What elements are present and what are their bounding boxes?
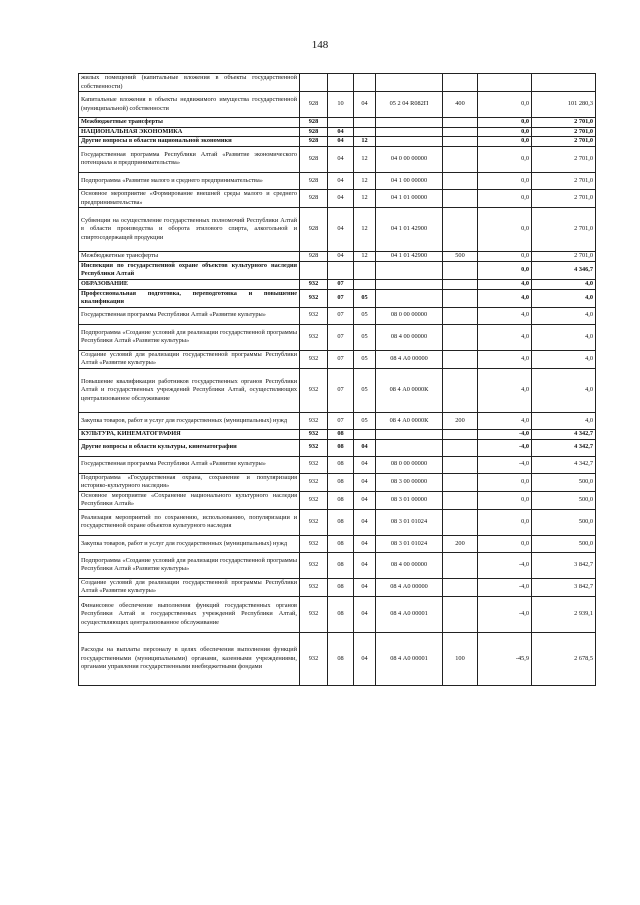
expense-type-code: [443, 146, 478, 172]
expense-type-code: [443, 578, 478, 596]
target-article-code: 04 1 01 42900: [376, 252, 443, 262]
table-row: [79, 473, 596, 491]
amount-total: 500,0: [532, 491, 596, 509]
target-article-code: 08 3 01 01024: [376, 509, 443, 535]
budget-item-name: Создание условий для реализации государственной программы Республики Алтай «Развитие культуры»: [79, 578, 300, 596]
amount-total: 2 701,0: [532, 172, 596, 189]
amount-change: 4,0: [478, 279, 532, 289]
budget-item-name: Повышение квалификации работников государственных органов Республики Алтай и государственных учреждений Республики Алтай, осуществляющих централизованное обслуживание: [79, 368, 300, 412]
budget-item-name: Субвенции на осуществление государственных полномочий Республики Алтай в области производства и оборота этилового спирта, алкогольной и спиртосодержащей продукции: [79, 208, 300, 252]
department-code: 932: [300, 473, 328, 491]
target-article-code: [376, 279, 443, 289]
department-code: 932: [300, 429, 328, 439]
expense-type-code: [443, 189, 478, 207]
budget-item-name: Другие вопросы в области культуры, кинематографии: [79, 439, 300, 456]
amount-change: 0,0: [478, 252, 532, 262]
amount-change: 0,0: [478, 535, 532, 552]
budget-table: [78, 73, 596, 686]
amount-total: 4,0: [532, 307, 596, 324]
amount-total: 4 342,7: [532, 456, 596, 473]
target-article-code: [376, 118, 443, 128]
department-code: 932: [300, 597, 328, 633]
amount-total: 2 701,0: [532, 118, 596, 128]
table-row: [79, 324, 596, 350]
section-code: 07: [328, 324, 354, 350]
budget-item-name: Капитальные вложения в объекты недвижимого имущества государственной (муниципальной) собственности: [79, 92, 300, 118]
expense-type-code: [443, 473, 478, 491]
expense-type-code: 400: [443, 92, 478, 118]
subsection-code: 05: [354, 368, 376, 412]
target-article-code: 08 4 00 00000: [376, 324, 443, 350]
section-code: 08: [328, 597, 354, 633]
amount-total: 2 701,0: [532, 189, 596, 207]
department-code: 928: [300, 118, 328, 128]
expense-type-code: [443, 261, 478, 279]
subsection-code: 12: [354, 172, 376, 189]
section-code: 07: [328, 279, 354, 289]
section-code: 07: [328, 368, 354, 412]
page-number: 148: [311, 39, 329, 51]
target-article-code: 08 4 А0 00000: [376, 350, 443, 368]
subsection-code: 04: [354, 509, 376, 535]
section-code: 04: [328, 127, 354, 137]
target-article-code: 04 1 01 42900: [376, 208, 443, 252]
table-row: [79, 127, 596, 137]
target-article-code: 04 0 00 00000: [376, 146, 443, 172]
section-code: 07: [328, 412, 354, 429]
expense-type-code: [443, 491, 478, 509]
amount-change: 0,0: [478, 473, 532, 491]
amount-total: 4,0: [532, 368, 596, 412]
target-article-code: 08 3 01 01024: [376, 535, 443, 552]
expense-type-code: [443, 279, 478, 289]
amount-change: 4,0: [478, 412, 532, 429]
department-code: [300, 261, 328, 279]
budget-item-name: Финансовое обеспечение выполнения функций государственных органов Республики Алтай и государственных учреждений Республики Алтай, осуществляющих централизованное обслуживание: [79, 597, 300, 633]
subsection-code: 04: [354, 597, 376, 633]
amount-total: 4 346,7: [532, 261, 596, 279]
expense-type-code: [443, 597, 478, 633]
expense-type-code: [443, 429, 478, 439]
target-article-code: 08 0 00 00000: [376, 307, 443, 324]
subsection-code: 05: [354, 350, 376, 368]
section-code: 08: [328, 439, 354, 456]
expense-type-code: [443, 307, 478, 324]
target-article-code: 04 1 00 00000: [376, 172, 443, 189]
section-code: 04: [328, 252, 354, 262]
amount-change: -4,0: [478, 578, 532, 596]
amount-total: 4 342,7: [532, 439, 596, 456]
table-row: [79, 429, 596, 439]
subsection-code: [354, 127, 376, 137]
expense-type-code: 200: [443, 535, 478, 552]
department-code: 932: [300, 439, 328, 456]
section-code: 08: [328, 429, 354, 439]
target-article-code: 08 4 А0 0000К: [376, 412, 443, 429]
department-code: 932: [300, 279, 328, 289]
subsection-code: [354, 74, 376, 92]
section-code: 04: [328, 189, 354, 207]
target-article-code: 08 3 01 00000: [376, 491, 443, 509]
target-article-code: 08 4 А0 00001: [376, 597, 443, 633]
table-row: [79, 279, 596, 289]
subsection-code: 04: [354, 92, 376, 118]
table-row: [79, 368, 596, 412]
budget-item-name: Закупка товаров, работ и услуг для государственных (муниципальных) нужд: [79, 412, 300, 429]
target-article-code: 08 4 А0 0000К: [376, 368, 443, 412]
amount-change: [478, 74, 532, 92]
department-code: 932: [300, 289, 328, 307]
department-code: 932: [300, 552, 328, 578]
section-code: 04: [328, 172, 354, 189]
subsection-code: 04: [354, 552, 376, 578]
subsection-code: 04: [354, 439, 376, 456]
department-code: [300, 74, 328, 92]
department-code: 928: [300, 146, 328, 172]
table-row: [79, 535, 596, 552]
expense-type-code: 500: [443, 252, 478, 262]
section-code: 07: [328, 307, 354, 324]
table-row: [79, 350, 596, 368]
amount-change: 0,0: [478, 137, 532, 147]
expense-type-code: [443, 118, 478, 128]
amount-change: -4,0: [478, 456, 532, 473]
section-code: 08: [328, 578, 354, 596]
expense-type-code: [443, 439, 478, 456]
amount-change: 0,0: [478, 92, 532, 118]
amount-total: 4 342,7: [532, 429, 596, 439]
budget-item-name: Государственная программа Республики Алтай «Развитие культуры»: [79, 307, 300, 324]
department-code: 928: [300, 127, 328, 137]
budget-item-name: Создание условий для реализации государственной программы Республики Алтай «Развитие культуры»: [79, 350, 300, 368]
department-code: 932: [300, 491, 328, 509]
subsection-code: 12: [354, 252, 376, 262]
amount-total: 2 678,5: [532, 633, 596, 686]
subsection-code: 05: [354, 289, 376, 307]
expense-type-code: [443, 350, 478, 368]
table-row: [79, 578, 596, 596]
section-code: 10: [328, 92, 354, 118]
amount-total: 2 939,1: [532, 597, 596, 633]
table-row: [79, 172, 596, 189]
expense-type-code: [443, 74, 478, 92]
budget-item-name: Подпрограмма «Государственная охрана, сохранение и популяризация историко-культурного наследия»: [79, 473, 300, 491]
subsection-code: 04: [354, 456, 376, 473]
expense-type-code: [443, 137, 478, 147]
amount-change: 0,0: [478, 208, 532, 252]
section-code: [328, 261, 354, 279]
amount-total: 4,0: [532, 289, 596, 307]
budget-item-name: Реализация мероприятий по сохранению, использованию, популяризации и государственной охране объектов культурного наследия: [79, 509, 300, 535]
amount-total: 500,0: [532, 535, 596, 552]
subsection-code: [354, 429, 376, 439]
section-code: 07: [328, 289, 354, 307]
amount-total: 4,0: [532, 350, 596, 368]
amount-total: 2 701,0: [532, 127, 596, 137]
target-article-code: [376, 289, 443, 307]
amount-change: 4,0: [478, 368, 532, 412]
budget-item-name: Государственная программа Республики Алтай «Развитие экономического потенциала и предпринимательства»: [79, 146, 300, 172]
table-row: [79, 289, 596, 307]
subsection-code: 12: [354, 208, 376, 252]
target-article-code: 08 4 А0 00000: [376, 578, 443, 596]
subsection-code: 12: [354, 189, 376, 207]
expense-type-code: [443, 208, 478, 252]
target-article-code: 08 4 00 00000: [376, 552, 443, 578]
amount-total: 3 842,7: [532, 552, 596, 578]
amount-change: 0,0: [478, 509, 532, 535]
table-row: [79, 491, 596, 509]
table-row: [79, 189, 596, 207]
department-code: 932: [300, 509, 328, 535]
budget-item-name: Другие вопросы в области национальной экономики: [79, 137, 300, 147]
department-code: 928: [300, 172, 328, 189]
section-code: 08: [328, 552, 354, 578]
table-row: [79, 633, 596, 686]
table-row: [79, 307, 596, 324]
amount-total: 2 701,0: [532, 208, 596, 252]
expense-type-code: [443, 289, 478, 307]
budget-item-name: Закупка товаров, работ и услуг для государственных (муниципальных) нужд: [79, 535, 300, 552]
expense-type-code: [443, 368, 478, 412]
amount-change: 0,0: [478, 172, 532, 189]
budget-item-name: Подпрограмма «Развитие малого и среднего предпринимательства»: [79, 172, 300, 189]
subsection-code: 05: [354, 307, 376, 324]
amount-total: 4,0: [532, 324, 596, 350]
amount-change: 0,0: [478, 118, 532, 128]
expense-type-code: [443, 324, 478, 350]
expense-type-code: 200: [443, 412, 478, 429]
budget-item-name: Расходы на выплаты персоналу в целях обеспечения выполнения функций государственными (муниципальными) органами, казенными учреждениями, органами управления государственными внебюджетными фондами: [79, 633, 300, 686]
amount-total: 2 701,0: [532, 146, 596, 172]
subsection-code: 04: [354, 633, 376, 686]
budget-item-name: Межбюджетные трансферты: [79, 118, 300, 128]
budget-table-body: [79, 74, 596, 686]
amount-total: [532, 74, 596, 92]
expense-type-code: [443, 552, 478, 578]
amount-total: 4,0: [532, 412, 596, 429]
section-code: [328, 74, 354, 92]
expense-type-code: [443, 456, 478, 473]
section-code: 08: [328, 473, 354, 491]
amount-total: 500,0: [532, 509, 596, 535]
budget-item-name: КУЛЬТУРА, КИНЕМАТОГРАФИЯ: [79, 429, 300, 439]
expense-type-code: [443, 127, 478, 137]
expense-type-code: [443, 172, 478, 189]
department-code: 932: [300, 412, 328, 429]
budget-item-name: ОБРАЗОВАНИЕ: [79, 279, 300, 289]
department-code: 932: [300, 578, 328, 596]
subsection-code: [354, 261, 376, 279]
amount-total: 4,0: [532, 279, 596, 289]
amount-total: 500,0: [532, 473, 596, 491]
department-code: 932: [300, 456, 328, 473]
target-article-code: [376, 127, 443, 137]
amount-change: -45,9: [478, 633, 532, 686]
budget-item-name: Государственная программа Республики Алтай «Развитие культуры»: [79, 456, 300, 473]
target-article-code: [376, 137, 443, 147]
subsection-code: [354, 279, 376, 289]
department-code: 932: [300, 307, 328, 324]
target-article-code: 04 1 01 00000: [376, 189, 443, 207]
amount-change: 0,0: [478, 127, 532, 137]
department-code: 928: [300, 208, 328, 252]
amount-change: 4,0: [478, 324, 532, 350]
amount-total: 2 701,0: [532, 137, 596, 147]
amount-change: -4,0: [478, 597, 532, 633]
amount-change: 0,0: [478, 261, 532, 279]
expense-type-code: 100: [443, 633, 478, 686]
target-article-code: [376, 74, 443, 92]
target-article-code: [376, 439, 443, 456]
budget-item-name: Основное мероприятие «Формирование внешней среды малого и среднего предпринимательства»: [79, 189, 300, 207]
budget-item-name: жилых помещений (капитальные вложения в объекты государственной собственности): [79, 74, 300, 92]
target-article-code: 08 3 00 00000: [376, 473, 443, 491]
table-row: [79, 146, 596, 172]
table-row: [79, 208, 596, 252]
amount-change: 4,0: [478, 307, 532, 324]
table-row: [79, 137, 596, 147]
section-code: 04: [328, 208, 354, 252]
department-code: 928: [300, 137, 328, 147]
subsection-code: 04: [354, 473, 376, 491]
subsection-code: [354, 118, 376, 128]
budget-item-name: Подпрограмма «Создание условий для реализации государственной программы Республики Алтай «Развитие культуры»: [79, 552, 300, 578]
section-code: 08: [328, 535, 354, 552]
department-code: 932: [300, 633, 328, 686]
target-article-code: 08 4 А0 00001: [376, 633, 443, 686]
table-row: [79, 597, 596, 633]
department-code: 932: [300, 368, 328, 412]
amount-change: -4,0: [478, 552, 532, 578]
section-code: 07: [328, 350, 354, 368]
department-code: 928: [300, 252, 328, 262]
expense-type-code: [443, 509, 478, 535]
table-row: [79, 439, 596, 456]
amount-change: -4,0: [478, 439, 532, 456]
subsection-code: 04: [354, 491, 376, 509]
budget-item-name: Межбюджетные трансферты: [79, 252, 300, 262]
table-row: [79, 456, 596, 473]
section-code: 04: [328, 146, 354, 172]
table-row: [79, 412, 596, 429]
budget-item-name: Подпрограмма «Создание условий для реализации государственной программы Республики Алтай «Развитие культуры»: [79, 324, 300, 350]
table-row: [79, 552, 596, 578]
subsection-code: 12: [354, 137, 376, 147]
amount-total: 101 280,3: [532, 92, 596, 118]
section-code: 08: [328, 509, 354, 535]
amount-total: 2 701,0: [532, 252, 596, 262]
budget-item-name: Основное мероприятие «Сохранение национального культурного наследия Республики Алтай»: [79, 491, 300, 509]
target-article-code: 08 0 00 00000: [376, 456, 443, 473]
subsection-code: 12: [354, 146, 376, 172]
amount-total: 3 842,7: [532, 578, 596, 596]
budget-item-name: Инспекция по государственной охране объектов культурного наследия Республики Алтай: [79, 261, 300, 279]
section-code: [328, 118, 354, 128]
target-article-code: [376, 261, 443, 279]
department-code: 932: [300, 350, 328, 368]
table-row: [79, 92, 596, 118]
amount-change: 4,0: [478, 289, 532, 307]
table-row: [79, 74, 596, 92]
subsection-code: 05: [354, 324, 376, 350]
department-code: 928: [300, 92, 328, 118]
section-code: 08: [328, 491, 354, 509]
subsection-code: 05: [354, 412, 376, 429]
table-row: [79, 252, 596, 262]
table-row: [79, 509, 596, 535]
budget-item-name: Профессиональная подготовка, переподготовка и повышение квалификации: [79, 289, 300, 307]
table-row: [79, 261, 596, 279]
budget-item-name: НАЦИОНАЛЬНАЯ ЭКОНОМИКА: [79, 127, 300, 137]
section-code: 04: [328, 137, 354, 147]
department-code: 928: [300, 189, 328, 207]
section-code: 08: [328, 633, 354, 686]
amount-change: 0,0: [478, 146, 532, 172]
table-row: [79, 118, 596, 128]
amount-change: 0,0: [478, 491, 532, 509]
section-code: 08: [328, 456, 354, 473]
target-article-code: [376, 429, 443, 439]
amount-change: -4,0: [478, 429, 532, 439]
subsection-code: 04: [354, 578, 376, 596]
amount-change: 0,0: [478, 189, 532, 207]
department-code: 932: [300, 324, 328, 350]
amount-change: 4,0: [478, 350, 532, 368]
subsection-code: 04: [354, 535, 376, 552]
target-article-code: 05 2 04 R082П: [376, 92, 443, 118]
department-code: 932: [300, 535, 328, 552]
